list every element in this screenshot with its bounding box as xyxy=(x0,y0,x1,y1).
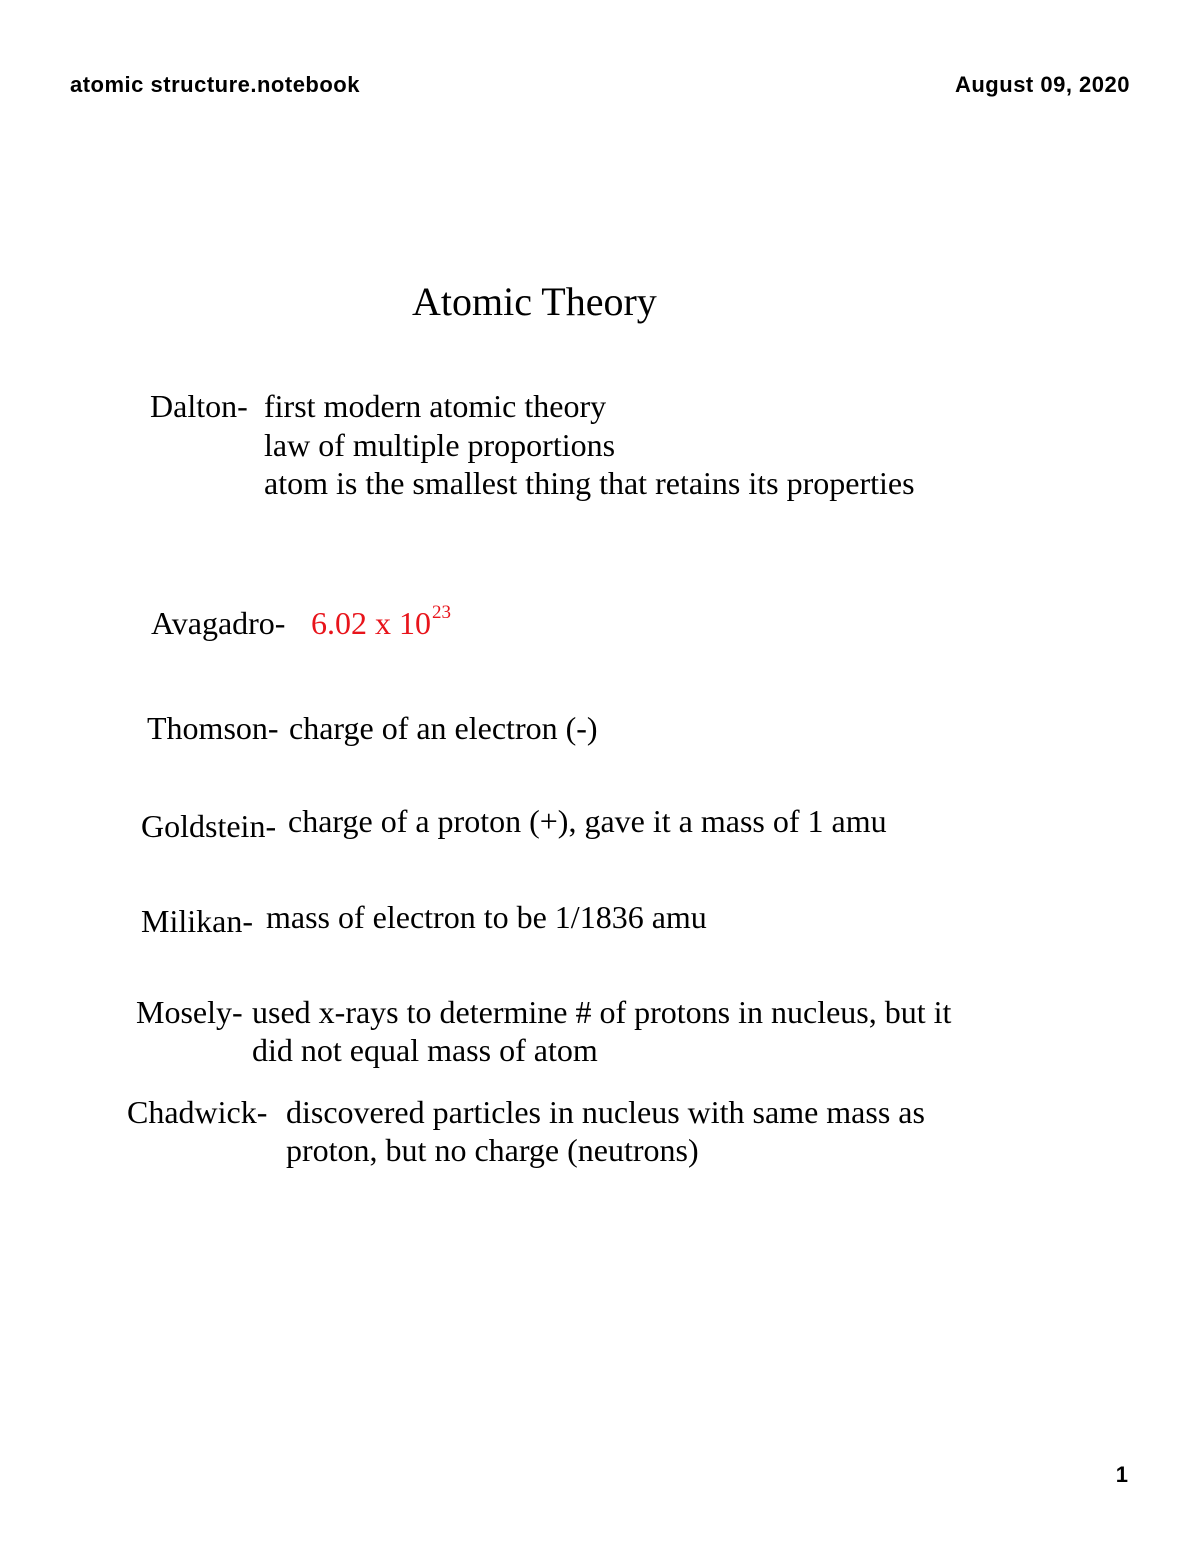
dalton-line-2: law of multiple proportions xyxy=(264,427,616,463)
chadwick-line-2: proton, but no charge (neutrons) xyxy=(286,1132,699,1168)
page-title: Atomic Theory xyxy=(412,279,657,324)
milikan-name: Milikan- xyxy=(141,903,253,939)
mosely-line-1: used x-rays to determine # of protons in nucleus, but it xyxy=(252,994,952,1030)
avagadro-name: Avagadro- xyxy=(151,605,286,641)
notebook-date: August 09, 2020 xyxy=(954,72,1130,97)
dalton-name: Dalton- xyxy=(150,388,248,424)
dalton-line-3: atom is the smallest thing that retains its properties xyxy=(264,465,915,501)
goldstein-text: charge of a proton (+), gave it a mass of 1 amu xyxy=(288,803,887,839)
page-number: 1 xyxy=(1115,1462,1128,1487)
thomson-text: charge of an electron (-) xyxy=(289,710,598,746)
avagadro-number-base: 6.02 x 10 xyxy=(311,605,431,641)
mosely-name: Mosely- xyxy=(136,994,243,1030)
avagadro-number-exponent: 23 xyxy=(432,602,451,623)
chadwick-line-1: discovered particles in nucleus with same mass as xyxy=(286,1094,925,1130)
notebook-filename: atomic structure.notebook xyxy=(70,72,360,97)
goldstein-name: Goldstein- xyxy=(141,808,277,844)
avagadro-number xyxy=(311,602,451,641)
thomson-name: Thomson- xyxy=(147,710,279,746)
milikan-text: mass of electron to be 1/1836 amu xyxy=(266,899,707,935)
dalton-line-1: first modern atomic theory xyxy=(264,388,607,424)
mosely-line-2: did not equal mass of atom xyxy=(252,1032,598,1068)
chadwick-name: Chadwick- xyxy=(127,1094,268,1130)
